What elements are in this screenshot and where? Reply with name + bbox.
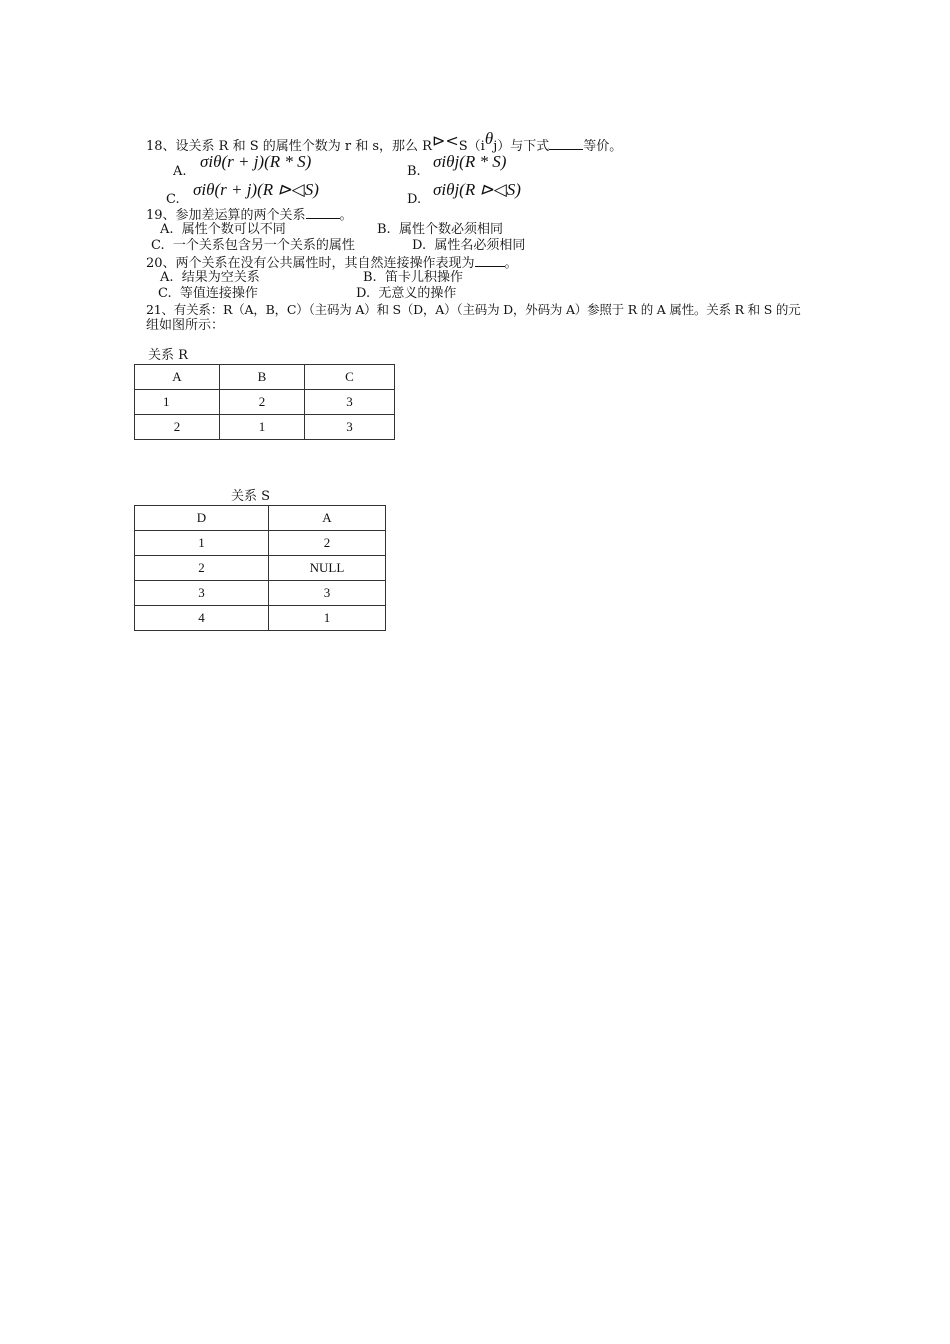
table-header-cell: A <box>269 506 386 531</box>
table-header-row <box>135 506 386 531</box>
table-cell: 2 <box>220 390 305 415</box>
table-header-row <box>135 365 395 390</box>
table-cell: 3 <box>269 581 386 606</box>
table-header-cell: C <box>305 365 395 390</box>
q18-option-d-expr: σiθj(R ⊳◁S) <box>433 180 521 199</box>
table-cell: 1 <box>269 606 386 631</box>
relation-r-caption: 关系 R <box>148 348 188 363</box>
q18-stem-c: j）与下式 <box>493 139 550 154</box>
table-row <box>135 390 395 415</box>
relation-r-table <box>134 364 395 440</box>
table-cell: 4 <box>135 606 269 631</box>
q18-option-a-expr: σiθ(r + j)(R * S) <box>200 152 312 171</box>
q20-stem-text: 20、两个关系在没有公共属性时，其自然连接操作表现为 <box>146 256 475 271</box>
answer-blank <box>475 254 505 267</box>
table-cell: 2 <box>269 531 386 556</box>
q19-stem-text: 19、参加差运算的两个关系 <box>146 208 306 223</box>
q18-option-b-expr: σiθj(R * S) <box>433 152 507 171</box>
q19-option-a: A. 属性个数可以不同 <box>160 222 286 237</box>
table-row <box>135 415 395 440</box>
q20-option-d: D. 无意义的操作 <box>356 286 457 301</box>
q19-option-d: D. 属性名必须相同 <box>412 238 526 253</box>
q20-option-c: C. 等值连接操作 <box>158 286 258 301</box>
table-cell: 1 <box>135 531 269 556</box>
q21-line-1: 21、有关系：R（A，B，C）（主码为 A）和 S（D，A）（主码为 D，外码为 A）参照于 R 的 A 属性。关系 R 和 S 的元 <box>146 302 801 317</box>
q18-stem-d: 等价。 <box>583 139 623 154</box>
relation-s-caption: 关系 S <box>231 489 271 504</box>
table-cell: NULL <box>269 556 386 581</box>
q19-stem-end: 。 <box>339 208 353 223</box>
table-cell: 1 <box>135 390 220 415</box>
q18-option-c-label: C. <box>166 192 180 207</box>
q21-line-2: 组如图所示： <box>146 318 225 333</box>
q18-stem-a: 18、设关系 R 和 S 的属性个数为 r 和 s，那么 R <box>146 139 432 154</box>
table-row <box>135 581 386 606</box>
q18-option-a-label: A. <box>173 164 187 179</box>
q20-option-a: A. 结果为空关系 <box>160 270 260 285</box>
table-header-cell: B <box>220 365 305 390</box>
q19-option-c: C. 一个关系包含另一个关系的属性 <box>151 238 355 253</box>
theta-symbol: θ <box>484 129 494 148</box>
q18-option-c-expr: σiθ(r + j)(R ⊳◁S) <box>193 180 319 199</box>
q18-stem-b: S（i <box>458 139 485 154</box>
table-cell: 3 <box>305 415 395 440</box>
table-cell: 1 <box>220 415 305 440</box>
table-header-cell: A <box>135 365 220 390</box>
table-header-cell: D <box>135 506 269 531</box>
answer-blank <box>549 137 583 150</box>
table-row <box>135 531 386 556</box>
table-cell: 2 <box>135 556 269 581</box>
table-row <box>135 556 386 581</box>
relation-s-table <box>134 505 386 631</box>
q19-option-b: B. 属性个数必须相同 <box>377 222 503 237</box>
join-symbol: ⊳< <box>431 131 459 150</box>
table-row <box>135 606 386 631</box>
q18-option-b-label: B. <box>407 164 421 179</box>
table-cell: 3 <box>305 390 395 415</box>
q18-option-d-label: D. <box>407 192 422 207</box>
table-cell: 2 <box>135 415 220 440</box>
table-cell: 3 <box>135 581 269 606</box>
q20-stem-end: 。 <box>504 256 518 271</box>
answer-blank <box>306 206 340 219</box>
q20-option-b: B. 笛卡儿积操作 <box>363 270 463 285</box>
